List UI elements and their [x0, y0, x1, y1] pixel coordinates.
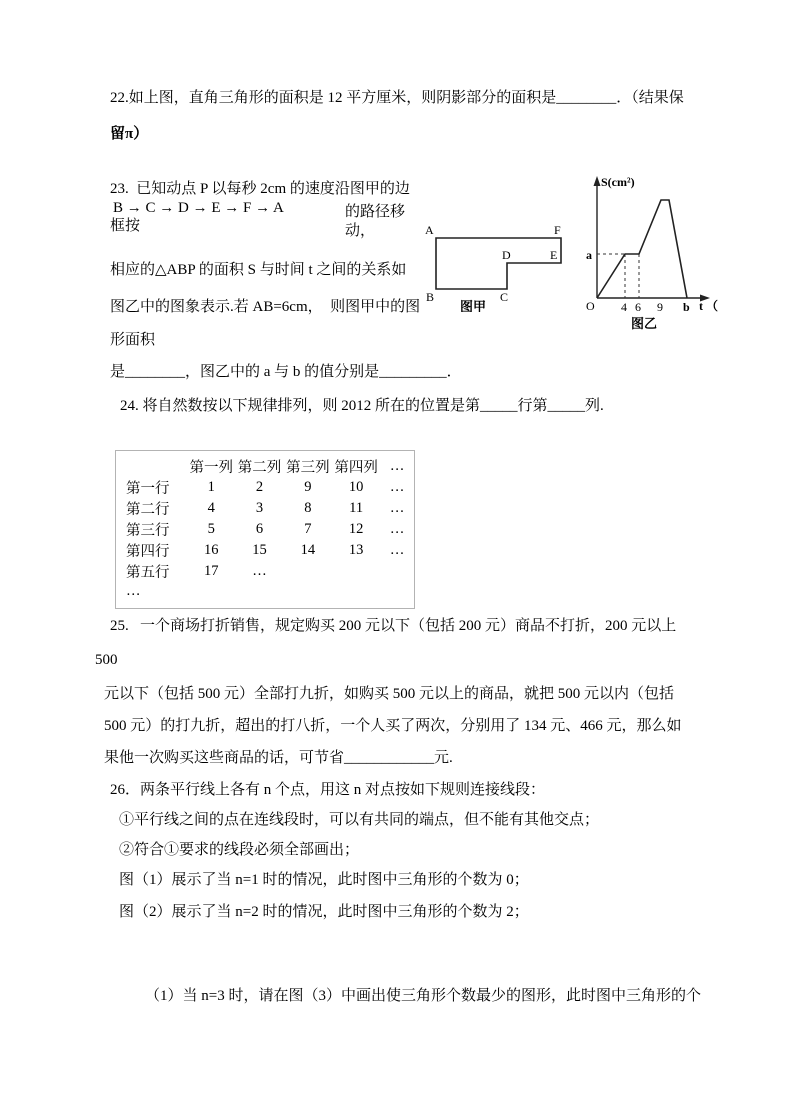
q24-line1: 24. 将自然数按以下规律排列，则 2012 所在的位置是第_____行第_____列.	[120, 398, 604, 414]
fig-jia-caption: 图甲	[460, 299, 487, 312]
table-cell	[187, 582, 235, 601]
q23-path: B → C → D → E → F → A	[113, 200, 284, 216]
fig-yi-a-label: a	[586, 248, 592, 262]
table-row	[116, 477, 414, 498]
figure-jia	[424, 218, 576, 317]
q26-line5: 图（2）展示了当 n=2 时的情况，此时图中三角形的个数为 2；	[119, 904, 529, 920]
shape-outline	[436, 238, 561, 289]
fig-yi-caption: 图乙	[631, 316, 658, 331]
table-cell: 5	[207, 521, 215, 537]
table-cell: 第三行	[126, 523, 170, 539]
table-cell	[284, 561, 332, 582]
table-cell: 9	[304, 479, 312, 495]
q25-line1: 25. 一个商场打折销售，规定购买 200 元以下（包括 200 元）商品不打折，200 元以上	[110, 618, 677, 634]
fig-yi-tick-9: 9	[657, 300, 663, 314]
q23-line4: 相应的△ABP 的面积 S 与时间 t 之间的关系如	[110, 262, 407, 278]
q25-line3: 元以下（包括 500 元）全部打九折，如购买 500 元以上的商品，就把 500 元以内（包括	[104, 686, 675, 702]
fig-yi-b-label: b	[683, 300, 690, 314]
figure-yi	[583, 170, 733, 337]
table-cell: 第五行	[126, 565, 170, 581]
q23-line3b: 动，	[345, 223, 376, 239]
table-cell: 8	[304, 500, 312, 516]
graph-polyline	[597, 200, 687, 298]
q22-line2: 留π）	[110, 126, 149, 142]
table-cell: 10	[348, 479, 364, 495]
table-cell: 4	[207, 500, 215, 516]
q23-line3a: 框按	[110, 218, 141, 234]
q26-line4: 图（1）展示了当 n=1 时的情况，此时图中三角形的个数为 0；	[119, 872, 529, 888]
fig-jia-label-b: B	[426, 290, 435, 304]
table-cell: 第三列	[286, 460, 330, 476]
table-cell: 6	[255, 521, 264, 537]
table-cell: …	[252, 563, 267, 579]
table-cell: 7	[304, 521, 312, 537]
number-table-grid	[116, 456, 414, 601]
q26-line1: 26．两条平行线上各有 n 个点，用这 n 对点按如下规则连接线段：	[110, 782, 546, 798]
table-cell: 13	[348, 542, 364, 558]
table-cell: 17	[203, 563, 219, 579]
table-cell: 12	[348, 521, 364, 537]
fig-yi-tick-6: 6	[635, 300, 641, 314]
fig-yi-tick-4: 4	[621, 300, 627, 314]
figure-jia-drawing	[424, 218, 576, 312]
fig-yi-yaxis-label: S(cm²)	[601, 175, 635, 189]
q25-line4: 500 元）的打九折，超出的打八折，一个人买了两次，分别用了 134 元、466 元，那么如	[104, 718, 682, 734]
table-cell: …	[389, 542, 405, 558]
table-cell	[380, 561, 414, 582]
table-cell: …	[389, 521, 405, 537]
q23-line2b: 的路径移	[345, 204, 406, 220]
table-row	[116, 561, 414, 582]
table-cell: 1	[207, 479, 215, 495]
table-row	[116, 498, 414, 519]
table-cell	[380, 582, 414, 601]
table-cell: 14	[300, 542, 316, 558]
q23-line1: 23. 已知动点 P 以每秒 2cm 的速度沿图甲的边	[110, 181, 410, 197]
q26-line6: （1）当 n=3 时，请在图（3）中画出使三角形个数最少的图形，此时图中三角形的个	[145, 988, 701, 1004]
table-cell: 11	[349, 500, 364, 516]
table-cell: 2	[255, 479, 264, 495]
table-cell	[284, 582, 332, 601]
fig-yi-taxis-label: t （	[699, 299, 718, 313]
q25-line2: 500	[95, 652, 118, 668]
q25-line5: 果他一次购买这些商品的话，可节省____________元.	[104, 750, 453, 766]
figure-yi-drawing	[583, 170, 733, 332]
table-cell	[116, 456, 187, 477]
table-row	[116, 540, 414, 561]
fig-jia-label-c: C	[500, 290, 509, 304]
fig-yi-origin-label: O	[586, 299, 595, 313]
fig-jia-label-d: D	[502, 248, 511, 262]
number-table	[115, 450, 415, 609]
table-cell: …	[389, 500, 405, 516]
table-cell: 3	[255, 500, 264, 516]
fig-jia-label-a: A	[425, 223, 434, 237]
table-header-row	[116, 456, 414, 477]
q23-line6: 形面积	[110, 332, 156, 348]
q22-line1: 22.如上图，直角三角形的面积是 12 平方厘米，则阴影部分的面积是________．（结果保	[110, 90, 684, 106]
table-cell: …	[389, 479, 405, 495]
s-axis-arrow-icon	[594, 176, 601, 186]
table-cell: 15	[252, 542, 267, 558]
table-cell: 第一列	[189, 460, 233, 476]
table-row	[116, 519, 414, 540]
table-cell: 第四行	[126, 544, 170, 560]
table-cell: 16	[203, 542, 219, 558]
q26-line3: ②符合①要求的线段必须全部画出；	[119, 842, 360, 858]
table-cell: …	[389, 458, 405, 474]
table-cell: …	[126, 583, 141, 599]
table-cell: 第二列	[237, 460, 282, 476]
table-cell	[332, 582, 380, 601]
q23-line7: 是________，图乙中的 a 与 b 的值分别是_________．	[110, 364, 462, 380]
table-cell: 第一行	[126, 481, 170, 497]
table-cell	[235, 582, 283, 601]
table-row	[116, 582, 414, 601]
q26-line2: ①平行线之间的点在连线段时，可以有共同的端点，但不能有其他交点；	[119, 812, 600, 828]
table-cell: 第二行	[126, 502, 170, 518]
table-cell: 第四列	[334, 460, 378, 476]
fig-jia-label-f: F	[554, 223, 561, 237]
fig-jia-label-e: E	[550, 248, 558, 262]
table-cell	[332, 561, 380, 582]
q23-line5: 图乙中的图象表示.若 AB=6cm， 则图甲中的图	[110, 299, 421, 315]
